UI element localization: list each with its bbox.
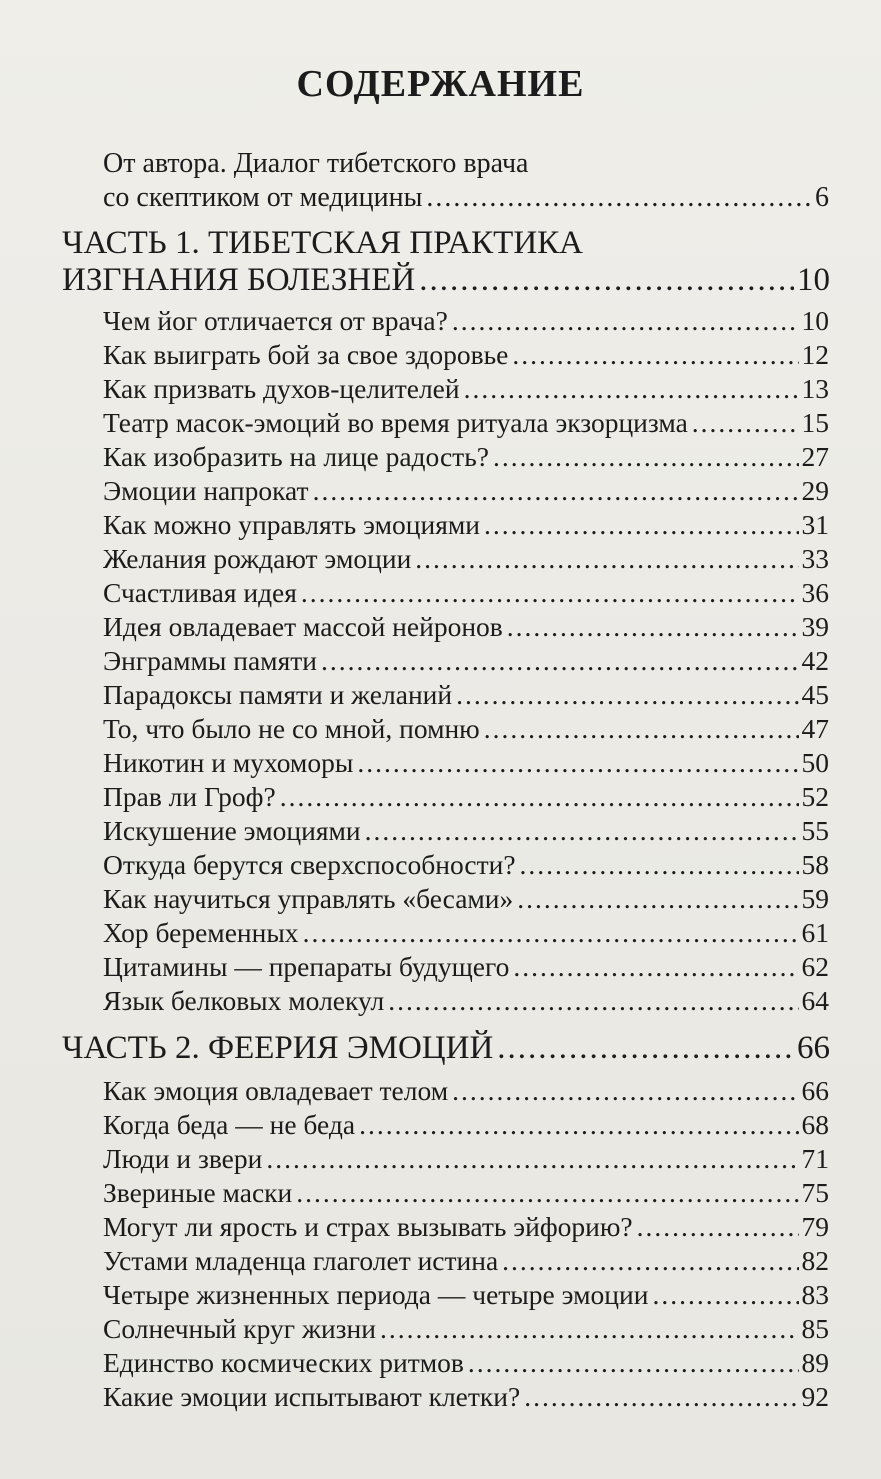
entry-page: 71 [801, 1143, 829, 1174]
toc-entry [103, 1109, 829, 1141]
toc-entry [103, 407, 829, 439]
toc-entry-part1 [62, 262, 830, 299]
entry-page: 89 [801, 1347, 829, 1378]
entry-page: 62 [801, 951, 829, 982]
entry-page: 82 [801, 1245, 829, 1276]
dot-leader [484, 509, 799, 541]
toc-entry [103, 645, 829, 677]
entry-page: 85 [801, 1313, 829, 1344]
toc-entry [103, 305, 829, 337]
entry-title: Звериные маски [103, 1177, 293, 1208]
entry-page: 47 [801, 713, 829, 744]
entry-page: 58 [801, 849, 829, 880]
entry-title: Единство космических ритмов [103, 1347, 464, 1378]
dot-leader [419, 262, 794, 299]
toc-entry [103, 1279, 829, 1311]
dot-leader [357, 747, 798, 779]
toc-entry [103, 1313, 829, 1345]
toc-entry [103, 441, 829, 473]
entry-title: Эмоции напрокат [103, 475, 309, 506]
dot-leader [452, 1075, 798, 1107]
dot-leader [464, 373, 799, 405]
entry-title: Цитамины — препараты будущего [103, 951, 510, 982]
toc-entry [103, 883, 829, 915]
entry-title: То, что было не со мной, помню [103, 713, 480, 744]
toc-entry [103, 781, 829, 813]
entry-title: Когда беда — не беда [103, 1109, 356, 1140]
entry-page: 66 [797, 1030, 830, 1066]
toc-entry [103, 577, 829, 609]
toc-entry-intro [103, 182, 829, 214]
page-title: СОДЕРЖАНИЕ [296, 63, 585, 105]
dot-leader [321, 645, 799, 677]
entry-title: ИЗГНАНИЯ БОЛЕЗНЕЙ [62, 262, 416, 298]
entry-page: 50 [801, 747, 829, 778]
entry-title: ЧАСТЬ 2. ФЕЕРИЯ ЭМОЦИЙ [62, 1030, 494, 1066]
entry-page: 92 [801, 1381, 829, 1412]
dot-leader [652, 1279, 798, 1311]
toc-entry [103, 1347, 829, 1379]
toc-entry [103, 1177, 829, 1209]
entry-title: Как можно управлять эмоциями [103, 509, 480, 540]
entry-page: 13 [801, 373, 829, 404]
toc-entry-part2 [62, 1030, 830, 1067]
toc-entry [103, 985, 829, 1017]
dot-leader [388, 985, 798, 1017]
toc-entry [103, 509, 829, 541]
dot-leader [520, 849, 799, 881]
entry-title: Как призвать духов-целителей [103, 373, 460, 404]
toc-entry [103, 1245, 829, 1277]
dot-leader [692, 407, 799, 439]
entry-page: 10 [797, 262, 830, 298]
entry-page: 45 [801, 679, 829, 710]
entry-page: 42 [801, 645, 829, 676]
entry-title: Желания рождают эмоции [103, 543, 412, 574]
dot-leader [296, 1177, 798, 1209]
dot-leader [426, 182, 812, 214]
toc-entry [103, 917, 829, 949]
entry-page: 15 [801, 407, 829, 438]
entry-page: 6 [815, 182, 829, 213]
entry-page: 33 [801, 543, 829, 574]
intro-title-line1: От автора. Диалог тибетского врача [103, 148, 529, 179]
entry-title: Никотин и мухоморы [103, 747, 354, 778]
entry-title: Искушение эмоциями [103, 815, 361, 846]
entry-title: Как эмоция овладевает телом [103, 1075, 449, 1106]
dot-leader [365, 815, 799, 847]
entry-title: Чем йог отличается от врача? [103, 305, 448, 336]
dot-leader [497, 1030, 794, 1067]
part1-heading-line1: ЧАСТЬ 1. ТИБЕТСКАЯ ПРАКТИКА [62, 225, 584, 261]
dot-leader [456, 679, 798, 711]
dot-leader [484, 713, 799, 745]
toc-entry [103, 475, 829, 507]
dot-leader [512, 339, 798, 371]
dot-leader [493, 441, 799, 473]
entry-title: Театр масок-эмоций во время ритуала экзорцизма [103, 407, 688, 438]
dot-leader [517, 883, 798, 915]
entry-title: со скептиком от медицины [103, 182, 423, 213]
toc-entry [103, 747, 829, 779]
dot-leader [507, 611, 799, 643]
entry-title: Энграммы памяти [103, 645, 317, 676]
entry-title: Люди и звери [103, 1143, 263, 1174]
dot-leader [415, 543, 798, 575]
entry-page: 10 [801, 305, 829, 336]
entry-page: 52 [801, 781, 829, 812]
entry-page: 59 [801, 883, 829, 914]
toc-entry [103, 1381, 829, 1413]
toc-entry [103, 713, 829, 745]
entry-title: Солнечный круг жизни [103, 1313, 376, 1344]
entry-page: 75 [801, 1177, 829, 1208]
dot-leader [452, 305, 799, 337]
entry-page: 64 [801, 985, 829, 1016]
entry-title: Какие эмоции испытывают клетки? [103, 1381, 521, 1412]
toc-entry [103, 1075, 829, 1107]
entry-page: 61 [801, 917, 829, 948]
entry-title: Устами младенца глаголет истина [103, 1245, 499, 1276]
entry-title: Как изобразить на лице радость? [103, 441, 489, 472]
toc-entry [103, 951, 829, 983]
toc-entry [103, 373, 829, 405]
entry-title: Идея овладевает массой нейронов [103, 611, 503, 642]
entry-page: 36 [801, 577, 829, 608]
dot-leader [359, 1109, 798, 1141]
entry-page: 31 [801, 509, 829, 540]
entry-title: Как научиться управлять «бесами» [103, 883, 514, 914]
toc-entry [103, 543, 829, 575]
entry-page: 66 [801, 1075, 829, 1106]
dot-leader [266, 1143, 798, 1175]
entry-title: Хор беременных [103, 917, 299, 948]
dot-leader [524, 1381, 798, 1413]
dot-leader [468, 1347, 799, 1379]
entry-page: 27 [801, 441, 829, 472]
toc-entry [103, 339, 829, 371]
entry-page: 83 [801, 1279, 829, 1310]
entry-page: 68 [801, 1109, 829, 1140]
dot-leader [303, 917, 799, 949]
entry-title: Счастливая идея [103, 577, 297, 608]
toc-entry [103, 611, 829, 643]
toc-entry [103, 815, 829, 847]
entry-title: Могут ли ярость и страх вызывать эйфорию? [103, 1211, 633, 1242]
toc-entry [103, 1143, 829, 1175]
entry-page: 12 [801, 339, 829, 370]
entry-page: 39 [801, 611, 829, 642]
entry-title: Четыре жизненных периода — четыре эмоции [103, 1279, 649, 1310]
entry-title: Откуда берутся сверхспособности? [103, 849, 516, 880]
dot-leader [313, 475, 799, 507]
dot-leader [502, 1245, 798, 1277]
dot-leader [513, 951, 798, 983]
entry-title: Прав ли Гроф? [103, 781, 276, 812]
entry-title: Как выиграть бой за свое здоровье [103, 339, 509, 370]
entry-page: 79 [801, 1211, 829, 1242]
dot-leader [280, 781, 799, 813]
toc-entry [103, 679, 829, 711]
toc-entry [103, 1211, 829, 1243]
entry-page: 29 [801, 475, 829, 506]
dot-leader [637, 1211, 799, 1243]
toc-entry [103, 849, 829, 881]
entry-title: Язык белковых молекул [103, 985, 385, 1016]
dot-leader [380, 1313, 799, 1345]
entry-title: Парадоксы памяти и желаний [103, 679, 453, 710]
dot-leader [301, 577, 799, 609]
entry-page: 55 [801, 815, 829, 846]
